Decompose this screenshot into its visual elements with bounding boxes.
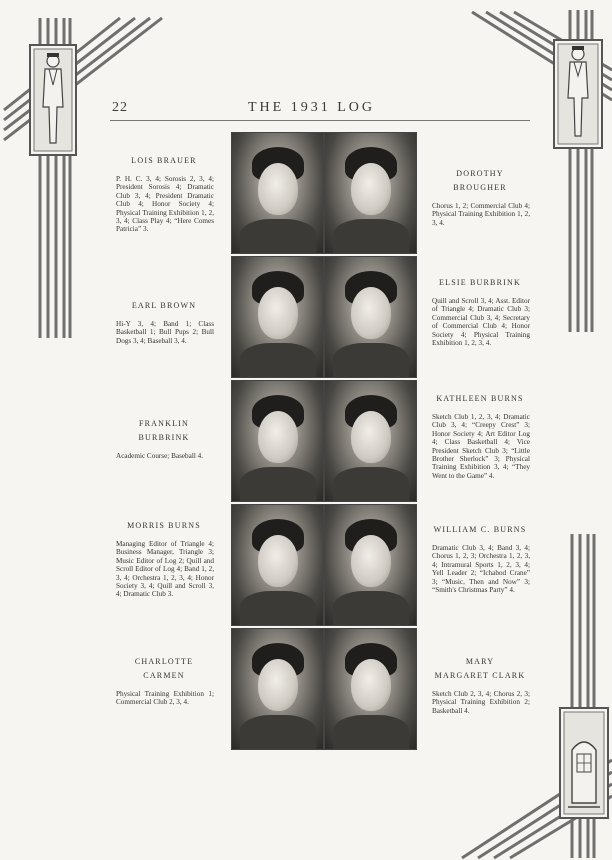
student-name: KATHLEEN BURNS [436,394,524,403]
top-right-figure-icon [554,40,602,148]
top-left-figure-icon [30,45,76,155]
student-activities: Managing Editor of Triangle 4; Business Manager, Triangle 3; Music Editor of Log 2; Quill and Scroll Editor of Log 4; Band 1, 2, 3, 4; Orchestra 1, 2, 3, 4; Honor Society 3, 4; Quill and Scroll 3, 4; Dramatic Club 3. [116,540,214,599]
student-name-line2: MARGARET CLARK [434,671,526,680]
student-name: MORRIS BURNS [127,521,201,530]
student-name: WILLIAM C. BURNS [433,525,527,534]
student-name-line2: CARMEN [143,671,185,680]
page-title: THE 1931 LOG [248,100,375,115]
student-photo [231,380,324,502]
student-name-line2: BURBRINK [138,433,190,442]
student-name-line1: MARY [465,657,495,666]
student-activities: Quill and Scroll 3, 4; Asst. Editor of Triangle 4; Dramatic Club 3; Commercial Club 3, 4; Secretary of Commercial Club 4; Honor Society 4; Physical Training Exhibition 1, 2, 3, 4. [432,297,530,348]
student-activities: Hi-Y 3, 4; Band 1; Class Basketball 1; Bull Pups 2; Bull Dogs 3, 4; Baseball 3, 4. [116,320,214,345]
student-photo [324,628,417,750]
page-number: 22 [112,100,128,115]
student-name-line1: DOROTHY [456,169,504,178]
student-photo [324,380,417,502]
student-name-line2: BROUGHER [453,183,507,192]
student-photo [231,256,324,378]
student-activities: Sketch Club 1, 2, 3, 4; Dramatic Club 3, 4; “Creepy Crest” 3; Honor Society 4; Art Editor Log 4; Class Basketball 4; Vice President Sketch Club 3; “Little Brother Sherlock” 3; Physical Training Exhibition 3, 4; “They Went to the Game” 4. [432,413,530,480]
student-photo [231,504,324,626]
student-photo [231,628,324,750]
bottom-right-door-icon [560,708,608,818]
student-activities: Chorus 1, 2; Commercial Club 4; Physical Training Exhibition 1, 2, 3, 4. [432,202,530,227]
student-name: LOIS BRAUER [131,156,197,165]
student-photo [231,132,324,254]
student-name: EARL BROWN [131,301,197,310]
student-activities: P. H. C. 3, 4; Sorosis 2, 3, 4; President Sorosis 4; Dramatic Club 3, 4; President Dramatic Club 4; Honor Society 4; Physical Training Exhibition 1, 2, 3, 4; Class Play 4; “Here Comes Patricia” 3. [116,175,214,234]
student-activities: Physical Training Exhibition 1; Commercial Club 2, 3, 4. [116,690,214,707]
student-photo [324,504,417,626]
top-left-deco [0,0,170,340]
student-activities: Sketch Club 2, 3, 4; Chorus 2, 3; Physical Training Exhibition 2; Basketball 4. [432,690,530,715]
student-activities: Dramatic Club 3, 4; Band 3, 4; Chorus 1, 2, 3; Orchestra 1, 2, 3, 4; Intramural Sports 1, 2, 3, 4; Yell Leader 2; “Ichabod Crane” 3; “Music, Then and Now” 3; “Smith's Christmas Party” 4. [432,544,530,595]
student-name-line1: FRANKLIN [138,419,190,428]
student-name-line1: CHARLOTTE [134,657,194,666]
header-rule [110,120,530,121]
student-activities: Academic Course; Baseball 4. [116,452,204,460]
student-photo [324,132,417,254]
student-name: ELSIE BURBRINK [439,278,521,287]
student-photo [324,256,417,378]
